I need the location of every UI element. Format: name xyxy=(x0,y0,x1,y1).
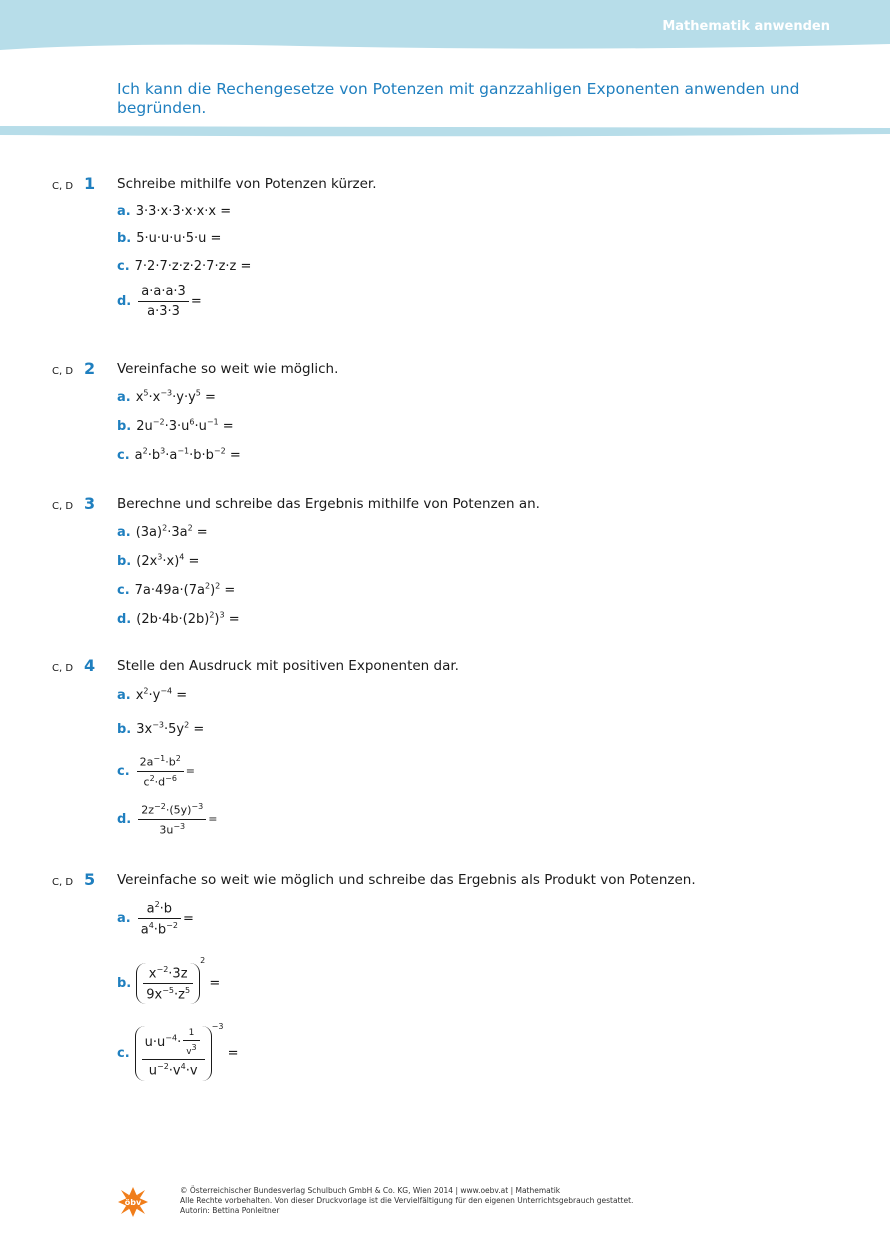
equals-sign: = xyxy=(182,911,194,927)
denominator: $u^{-2}\cdot v^4\cdot v$ xyxy=(148,1062,198,1079)
item-label: a. xyxy=(117,390,131,406)
exercise-item xyxy=(117,1022,238,1081)
equals-sign: = xyxy=(185,764,195,778)
equals-sign: = xyxy=(190,294,202,309)
item-label: c. xyxy=(117,448,130,464)
item-label: d. xyxy=(117,811,132,827)
item-label: d. xyxy=(117,612,132,628)
numerator: $2z^{-2}\cdot(5y)^{-3}$ xyxy=(138,802,206,820)
item-label: a. xyxy=(117,525,131,541)
item-label: b. xyxy=(117,231,132,246)
exercise-instruction: Vereinfache so weit wie möglich. xyxy=(117,361,339,377)
fraction xyxy=(137,754,184,788)
exercise-item xyxy=(117,389,216,405)
footer-line: Alle Rechte vorbehalten. Von dieser Druckvorlage ist die Vervielfältigung für den eigenen Unterrichtsgebrauch gestattet. xyxy=(180,1196,634,1205)
item-label: b. xyxy=(117,419,132,435)
denominator: $c^2\cdot d^{-6}$ xyxy=(143,773,177,789)
item-label: b. xyxy=(117,722,132,738)
separator-band xyxy=(0,126,890,138)
exercise-level: C, D xyxy=(52,181,74,192)
exercise-item xyxy=(117,524,208,540)
exercise-instruction: Schreibe mithilfe von Potenzen kürzer. xyxy=(117,176,377,192)
exercise-number: 2 xyxy=(84,359,96,378)
item-expression: $x^5\cdot x^{-3}\cdot y\cdot y^5$ = xyxy=(135,389,216,406)
exercise-item xyxy=(117,721,204,737)
denominator: a·3·3 xyxy=(147,304,180,319)
exercise-instruction: Berechne und schreibe das Ergebnis mithilfe von Potenzen an. xyxy=(117,496,540,512)
footer-line: © Österreichischer Bundesverlag Schulbuch GmbH & Co. KG, Wien 2014 | www.oebv.at | Mathematik xyxy=(180,1186,561,1195)
item-expression: $2u^{-2}\cdot 3\cdot u^6\cdot u^{-1}$ = xyxy=(136,418,234,435)
exercise-item xyxy=(117,231,221,246)
exercise-item xyxy=(117,582,235,598)
exercise-instruction: Vereinfache so weit wie möglich und schreibe das Ergebnis als Produkt von Potenzen. xyxy=(117,872,696,888)
exercise-number: 4 xyxy=(84,656,96,675)
item-expression: $7a\cdot 49a\cdot(7a^2)^2$ = xyxy=(134,582,236,599)
equals-sign: = xyxy=(208,812,218,826)
exercise-number: 5 xyxy=(84,870,96,889)
denominator: $a^4\cdot b^{-2}$ xyxy=(140,921,178,938)
item-label: c. xyxy=(117,583,130,599)
item-label: c. xyxy=(117,763,130,779)
exercise-level: C, D xyxy=(52,501,74,512)
item-expression: $x^2\cdot y^{-4}$ = xyxy=(135,687,188,704)
exercise-level: C, D xyxy=(52,877,74,888)
fraction xyxy=(138,284,189,319)
exercise-item xyxy=(117,754,195,788)
fraction xyxy=(142,1028,205,1078)
exercise-instruction: Stelle den Ausdruck mit positiven Exponenten dar. xyxy=(117,658,459,674)
item-expression: $(2x^3\cdot x)^4$ = xyxy=(136,553,200,570)
exercise-item xyxy=(117,553,199,569)
inner-fraction: $\frac{1}{v^3}$ xyxy=(183,1028,199,1057)
denominator: $9x^{-5}\cdot z^5$ xyxy=(146,986,191,1003)
item-label: a. xyxy=(117,204,131,219)
item-expression: $(3a)^2\cdot 3a^2$ = xyxy=(135,524,208,541)
numerator: $x^{-2}\cdot 3z$ xyxy=(143,965,193,984)
outer-exponent: −3 xyxy=(211,1022,224,1031)
exercise-item xyxy=(117,204,231,219)
exercise-item xyxy=(117,418,234,434)
item-expression: $3x^{-3}\cdot 5y^2$ = xyxy=(136,721,205,738)
item-expression: 3·3·x·3·x·x·x = xyxy=(135,204,232,219)
exercise-level: C, D xyxy=(52,366,74,377)
item-expression: $(2b\cdot 4b\cdot(2b)^2)^3$ = xyxy=(136,611,240,628)
exercise-item xyxy=(117,447,241,463)
exercise-number: 1 xyxy=(84,174,96,193)
numerator: $u\cdot u^{-4}\cdot$ $\frac{1}{v^3}$ xyxy=(142,1028,205,1060)
exercise-item xyxy=(117,900,194,938)
equals-sign: = xyxy=(209,976,221,991)
logo-text: öbv xyxy=(124,1198,142,1207)
outer-exponent: 2 xyxy=(200,956,206,965)
item-label: a. xyxy=(117,911,131,927)
numerator: $2a^{-1}\cdot b^2$ xyxy=(137,754,184,772)
learning-objective: Ich kann die Rechengesetze von Potenzen mit ganzzahligen Exponenten anwenden und begründen. xyxy=(117,80,800,117)
exercise-item xyxy=(117,956,220,1004)
numerator: $a^2\cdot b$ xyxy=(138,900,181,919)
fraction xyxy=(138,900,181,938)
item-label: d. xyxy=(117,294,132,309)
numerator: a·a·a·3 xyxy=(138,284,189,302)
item-expression: $a^2\cdot b^3\cdot a^{-1}\cdot b\cdot b^{-2}$ = xyxy=(134,447,241,464)
exercise-number: 3 xyxy=(84,494,96,513)
footer-author: Autorin: Bettina Ponleitner xyxy=(180,1206,280,1215)
exercise-item xyxy=(117,611,240,627)
denominator: $3u^{-3}$ xyxy=(159,821,186,837)
item-expression: 7·2·7·z·z·2·7·z·z = xyxy=(134,259,252,274)
exercise-item xyxy=(117,687,187,703)
exercise-item xyxy=(117,259,251,274)
footer-copyright xyxy=(180,1186,633,1216)
header-title: Mathematik anwenden xyxy=(662,19,830,34)
equals-sign: = xyxy=(227,1046,239,1061)
fraction xyxy=(143,965,193,1003)
item-label: c. xyxy=(117,1046,130,1061)
item-label: c. xyxy=(117,259,130,274)
item-label: a. xyxy=(117,688,131,704)
exercise-item xyxy=(117,284,202,319)
item-label: b. xyxy=(117,554,132,570)
parenthesized-fraction xyxy=(136,963,200,1005)
exercise-level: C, D xyxy=(52,663,74,674)
item-label: b. xyxy=(117,976,132,991)
oebv-logo xyxy=(116,1185,150,1219)
parenthesized-fraction xyxy=(135,1026,212,1080)
item-expression: 5·u·u·u·5·u = xyxy=(136,231,222,246)
fraction xyxy=(138,802,206,836)
exercise-item xyxy=(117,802,217,836)
